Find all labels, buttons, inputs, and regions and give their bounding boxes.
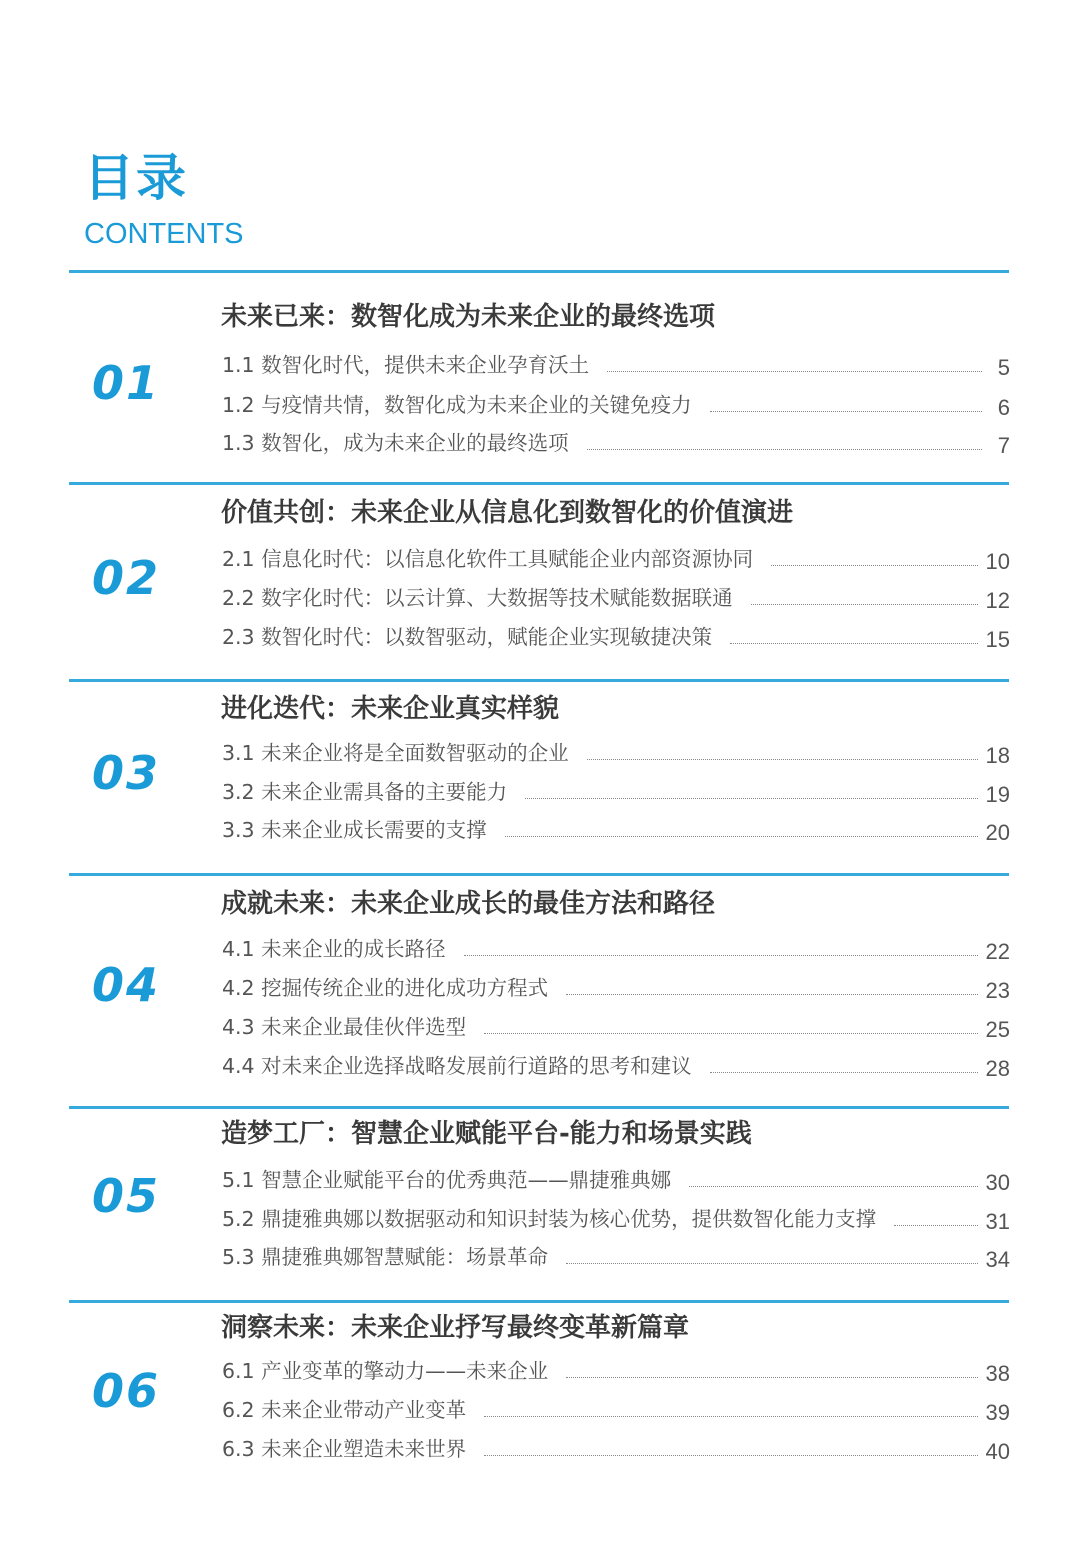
entry-page-number: 20 [985, 820, 1010, 845]
entry-page-number: 25 [985, 1017, 1010, 1042]
section-divider [69, 1300, 1009, 1303]
entry-page-number: 39 [985, 1400, 1010, 1425]
entry-label: 2.1 信息化时代：以信息化软件工具赋能企业内部资源协同 [222, 547, 754, 571]
entry-page-number: 10 [985, 549, 1010, 574]
page-title: 目录 [84, 149, 188, 207]
section-number: 02 [92, 551, 161, 605]
entry-label: 2.3 数智化时代：以数智驱动，赋能企业实现敏捷决策 [222, 625, 713, 649]
dot-leader [607, 371, 982, 372]
toc-entry[interactable] [222, 544, 1010, 574]
toc-entry[interactable] [222, 1012, 1010, 1042]
dot-leader [484, 1455, 977, 1456]
dot-leader [566, 1377, 977, 1378]
section-number: 04 [92, 958, 161, 1012]
entry-label: 3.2 未来企业需具备的主要能力 [222, 780, 508, 804]
toc-entry[interactable] [222, 1051, 1010, 1081]
toc-entry[interactable] [222, 1434, 1010, 1464]
entry-page-number: 22 [985, 939, 1010, 964]
entry-label: 5.2 鼎捷雅典娜以数据驱动和知识封装为核心优势，提供数智化能力支撑 [222, 1207, 877, 1231]
entry-label: 4.1 未来企业的成长路径 [222, 937, 446, 961]
toc-entry[interactable] [222, 777, 1010, 807]
dot-leader [484, 1033, 977, 1034]
entry-page-number: 15 [985, 627, 1010, 652]
entry-label: 4.2 挖掘传统企业的进化成功方程式 [222, 976, 549, 1000]
dot-leader [505, 836, 978, 837]
toc-entry[interactable] [222, 1395, 1010, 1425]
entry-label: 3.1 未来企业将是全面数智驱动的企业 [222, 741, 569, 765]
toc-entry[interactable] [222, 583, 1010, 613]
dot-leader [587, 449, 982, 450]
section-title[interactable]: 进化迭代：未来企业真实样貌 [221, 694, 560, 724]
toc-entry[interactable] [222, 1204, 1010, 1234]
section-number: 06 [92, 1364, 161, 1418]
section-number: 03 [92, 746, 161, 800]
entry-label: 5.1 智慧企业赋能平台的优秀典范——鼎捷雅典娜 [222, 1168, 672, 1192]
entry-page-number: 7 [997, 433, 1010, 458]
section-title[interactable]: 造梦工厂：智慧企业赋能平台-能力和场景实践 [221, 1119, 752, 1149]
toc-entry[interactable] [222, 1356, 1010, 1386]
dot-leader [894, 1225, 977, 1226]
entry-label: 6.3 未来企业塑造未来世界 [222, 1437, 467, 1461]
dot-leader [689, 1186, 977, 1187]
section-title[interactable]: 价值共创：未来企业从信息化到数智化的价值演进 [221, 498, 794, 528]
section-divider [69, 482, 1009, 485]
dot-leader [730, 643, 977, 644]
entry-page-number: 23 [985, 978, 1010, 1003]
toc-entry[interactable] [222, 738, 1010, 768]
entry-page-number: 19 [985, 782, 1010, 807]
entry-label: 1.1 数智化时代，提供未来企业孕育沃土 [222, 353, 590, 377]
toc-entry[interactable] [222, 428, 1010, 458]
entry-label: 5.3 鼎捷雅典娜智慧赋能：场景革命 [222, 1245, 549, 1269]
entry-page-number: 31 [985, 1209, 1010, 1234]
entry-page-number: 6 [997, 395, 1010, 420]
entry-label: 6.1 产业变革的擎动力——未来企业 [222, 1359, 549, 1383]
entry-label: 3.3 未来企业成长需要的支撑 [222, 818, 487, 842]
section-divider [69, 679, 1009, 682]
toc-entry[interactable] [222, 973, 1010, 1003]
toc-entry[interactable] [222, 622, 1010, 652]
entry-page-number: 28 [985, 1056, 1010, 1081]
dot-leader [751, 604, 978, 605]
entry-page-number: 18 [985, 743, 1010, 768]
dot-leader [710, 411, 982, 412]
entry-label: 2.2 数字化时代：以云计算、大数据等技术赋能数据联通 [222, 586, 733, 610]
section-divider [69, 270, 1009, 273]
dot-leader [587, 759, 978, 760]
section-number: 01 [92, 356, 161, 410]
toc-entry[interactable] [222, 934, 1010, 964]
entry-label: 4.3 未来企业最佳伙伴选型 [222, 1015, 467, 1039]
dot-leader [525, 798, 977, 799]
entry-page-number: 38 [985, 1361, 1010, 1386]
entry-page-number: 30 [985, 1170, 1010, 1195]
entry-page-number: 40 [985, 1439, 1010, 1464]
dot-leader [484, 1416, 977, 1417]
dot-leader [464, 955, 978, 956]
dot-leader [710, 1072, 978, 1073]
toc-entry[interactable] [222, 1165, 1010, 1195]
entry-page-number: 34 [985, 1247, 1010, 1272]
toc-entry[interactable] [222, 1242, 1010, 1272]
section-title[interactable]: 未来已来：数智化成为未来企业的最终选项 [221, 302, 716, 332]
dot-leader [771, 565, 977, 566]
entry-label: 4.4 对未来企业选择战略发展前行道路的思考和建议 [222, 1054, 692, 1078]
section-title[interactable]: 成就未来：未来企业成长的最佳方法和路径 [221, 889, 716, 919]
entry-label: 6.2 未来企业带动产业变革 [222, 1398, 467, 1422]
page-subtitle: CONTENTS [84, 218, 244, 250]
entry-label: 1.3 数智化，成为未来企业的最终选项 [222, 431, 569, 455]
section-divider [69, 873, 1009, 876]
toc-entry[interactable] [222, 815, 1010, 845]
section-number: 05 [92, 1169, 161, 1223]
entry-label: 1.2 与疫情共情，数智化成为未来企业的关键免疫力 [222, 393, 692, 417]
section-divider [69, 1106, 1009, 1109]
dot-leader [566, 994, 977, 995]
toc-entry[interactable] [222, 390, 1010, 420]
dot-leader [566, 1263, 977, 1264]
section-title[interactable]: 洞察未来：未来企业抒写最终变革新篇章 [221, 1313, 690, 1343]
entry-page-number: 12 [985, 588, 1010, 613]
entry-page-number: 5 [997, 355, 1010, 380]
toc-entry[interactable] [222, 350, 1010, 380]
